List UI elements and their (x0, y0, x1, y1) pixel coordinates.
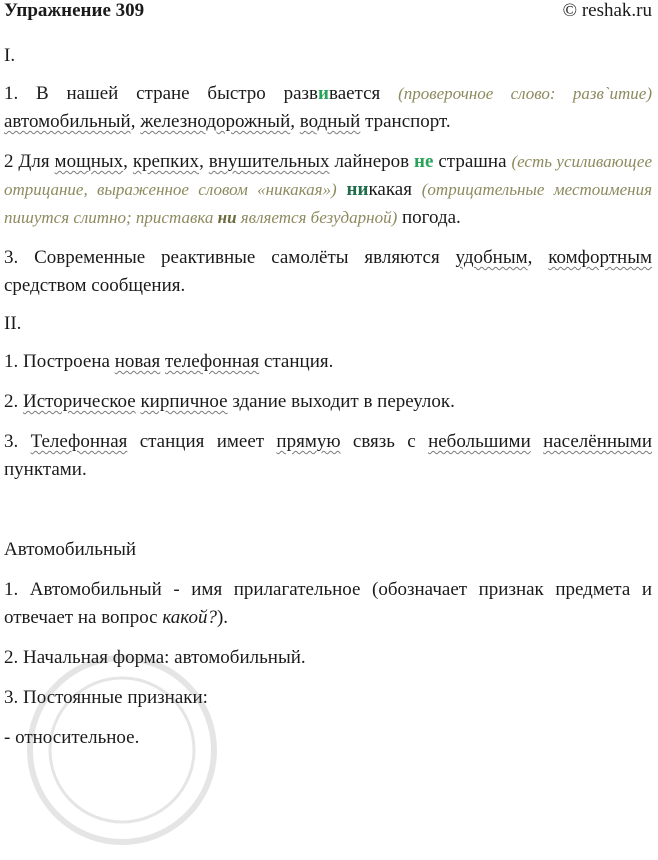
text: какая (368, 179, 422, 200)
text: является безударной) (236, 208, 398, 227)
text: средством сообщения. (4, 275, 186, 296)
sentence-2-1 (4, 348, 652, 376)
exercise-content (4, 42, 652, 752)
text: погода. (397, 207, 461, 228)
underlined-word: удобным (455, 247, 528, 268)
exercise-title: Упражнение 309 (4, 0, 145, 21)
underlined-word: автомобильный (4, 111, 131, 132)
underlined-word: Телефонная (30, 431, 128, 452)
text: , (290, 111, 300, 132)
underlined-word: кирпичное (140, 391, 228, 412)
analysis-point-4: - относительное. (4, 727, 140, 748)
text: станция имеет (127, 431, 277, 452)
text: пунктами. (4, 459, 87, 480)
underlined-word: населёнными (543, 431, 652, 452)
text (531, 431, 543, 452)
analysis-point-3: 3. Постоянные признаки: (4, 687, 208, 708)
question-italic: какой? (162, 607, 217, 628)
text: вается (328, 83, 381, 104)
underlined-word: внушительных (208, 151, 330, 172)
highlight-particle: не (414, 151, 434, 172)
text: здание выходит в переулок. (227, 391, 455, 412)
section-2-heading: II. (4, 313, 22, 334)
text: 1. В нашей стране быстро разв (4, 83, 319, 104)
underlined-word: железнодорожный (140, 111, 291, 132)
analysis-point-2: 2. Начальная форма: автомобильный. (4, 647, 306, 668)
text: транспорт. (360, 111, 451, 132)
underlined-word: небольшими (428, 431, 531, 452)
text: 2. (4, 391, 23, 412)
text: , (123, 151, 133, 172)
sentence-1-2 (4, 148, 652, 232)
annotation-note: (есть усиливающее отрицание, выраженное словом «никакая») (4, 152, 653, 199)
underlined-word: крепких (132, 151, 200, 172)
underlined-word: водный (299, 111, 361, 132)
text: , (130, 111, 141, 132)
highlight-letter: и (318, 83, 329, 104)
text: 1. Автомобильный - имя прилагательное (обозначает признак предмета и отвечает на вопрос (4, 579, 652, 628)
text: 1. Построена (4, 351, 115, 372)
text: , (527, 247, 549, 268)
text: 3. Современные реактивные самолёты являются (4, 247, 456, 268)
text: 2 Для (4, 151, 55, 172)
highlight-prefix: ни (346, 179, 369, 200)
underlined-word: мощных (54, 151, 124, 172)
underlined-word: телефонная (165, 351, 260, 372)
sentence-1-3 (4, 244, 652, 300)
page-header (4, 0, 652, 24)
text: 3. (4, 431, 31, 452)
analysis-point-1 (4, 576, 652, 632)
sentence-1-1 (4, 80, 652, 136)
underlined-word: прямую (276, 431, 341, 452)
annotation-note: (проверочное слово: разв`итие) (398, 84, 653, 103)
underlined-word: комфортным (548, 247, 652, 268)
text: (отрицательные местоимения пишутся слитно; приставка (4, 180, 652, 227)
text: связь с (340, 431, 429, 452)
section-1-heading: I. (4, 45, 16, 66)
copyright-label[interactable]: © reshak.ru (562, 0, 652, 21)
sentence-2-2 (4, 388, 652, 416)
text: лайнеров (329, 151, 415, 172)
underlined-word: Историческое (23, 391, 136, 412)
text: , (199, 151, 209, 172)
analysis-heading: Автомобильный (4, 539, 137, 560)
note-bold: ни (217, 208, 237, 227)
text: страшна (433, 151, 512, 172)
text: станция. (259, 351, 334, 372)
sentence-2-3 (4, 428, 652, 484)
underlined-word: новая (114, 351, 161, 372)
text: ). (216, 607, 229, 628)
